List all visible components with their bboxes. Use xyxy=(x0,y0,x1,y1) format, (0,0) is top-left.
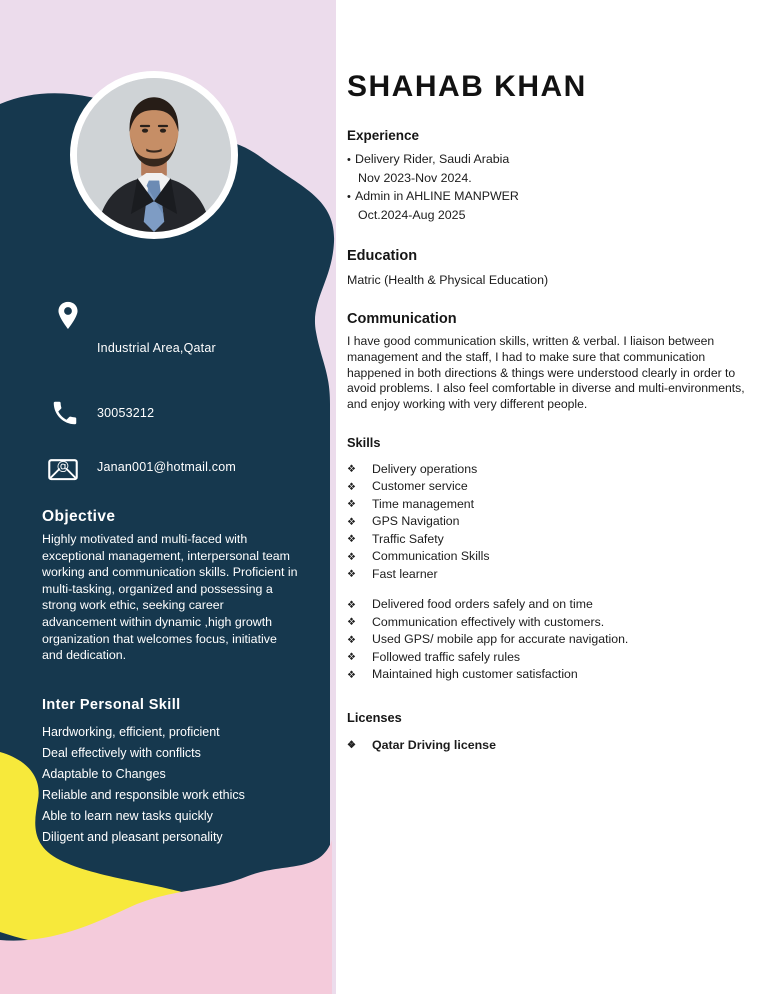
license-item xyxy=(347,738,751,752)
interpersonal-item: Hardworking, efficient, proficient xyxy=(42,725,220,739)
skill-label: Maintained high customer satisfaction xyxy=(372,667,578,682)
licenses-heading: Licenses xyxy=(347,709,402,725)
skill-label: Communication Skills xyxy=(372,549,490,564)
interpersonal-item: Adaptable to Changes xyxy=(42,767,166,781)
diamond-bullet-icon: ❖ xyxy=(347,634,356,646)
diamond-bullet-icon: ❖ xyxy=(347,481,356,493)
diamond-bullet-icon: ❖ xyxy=(347,617,356,629)
experience-dates: Oct.2024-Aug 2025 xyxy=(358,208,466,222)
experience-title: Admin in AHLINE MANPWER xyxy=(355,189,519,203)
page-title: SHAHAB KHAN xyxy=(347,70,587,103)
skills-heading: Skills xyxy=(347,434,381,450)
skill-label: Communication effectively with customers. xyxy=(372,614,605,629)
profile-photo-avatar xyxy=(77,78,231,232)
diamond-bullet-icon: ❖ xyxy=(347,669,356,681)
experience-dates: Nov 2023-Nov 2024. xyxy=(358,171,472,185)
education-heading: Education xyxy=(347,248,418,264)
skill-label: Delivery operations xyxy=(372,461,478,476)
skills-list-secondary xyxy=(347,596,751,684)
skill-label: Traffic Safety xyxy=(372,531,444,546)
skill-label: Customer service xyxy=(372,479,468,494)
diamond-bullet-icon: ❖ xyxy=(347,599,356,611)
main-column xyxy=(347,0,751,752)
interpersonal-item: Able to learn new tasks quickly xyxy=(42,809,213,823)
skills-list-primary xyxy=(347,461,751,584)
experience-heading: Experience xyxy=(347,128,420,143)
skill-item xyxy=(347,548,751,566)
dot-bullet-icon: • xyxy=(347,191,351,203)
interpersonal-heading: Inter Personal Skill xyxy=(42,697,181,713)
skill-label: Followed traffic safely rules xyxy=(372,649,521,664)
license-label: Qatar Driving license xyxy=(372,737,496,752)
skill-item xyxy=(347,496,751,514)
education-text: Matric (Health & Physical Education) xyxy=(347,273,549,287)
skill-item xyxy=(347,478,751,496)
diamond-bullet-icon: ❖ xyxy=(347,534,356,546)
dot-bullet-icon: • xyxy=(347,154,351,166)
skill-item xyxy=(347,649,751,667)
objective-heading: Objective xyxy=(42,508,116,525)
svg-text:@: @ xyxy=(56,457,70,473)
diamond-bullet-icon: ❖ xyxy=(347,740,356,752)
experience-item xyxy=(347,150,751,187)
email-icon xyxy=(46,452,80,484)
skill-item xyxy=(347,666,751,684)
diamond-bullet-icon: ❖ xyxy=(347,499,356,511)
interpersonal-item: Deal effectively with conflicts xyxy=(42,746,201,760)
diamond-bullet-icon: ❖ xyxy=(347,516,356,528)
phone-text: 30053212 xyxy=(97,406,155,420)
diamond-bullet-icon: ❖ xyxy=(347,551,356,563)
skill-item xyxy=(347,566,751,584)
diamond-bullet-icon: ❖ xyxy=(347,652,356,664)
skill-label: Fast learner xyxy=(372,566,438,581)
skill-label: Delivered food orders safely and on time xyxy=(372,597,593,612)
phone-icon xyxy=(50,398,80,428)
skill-item xyxy=(347,461,751,479)
interpersonal-item: Reliable and responsible work ethics xyxy=(42,788,245,802)
experience-list xyxy=(347,150,751,224)
objective-text: Highly motivated and multi-faced with exceptional management, interpersonal team working and communication skills. Proficient in multi-tasking, organized and possessing a strong work ethic, seeking career advancement within dynamic ,high growth organization that welcomes focus, initiative and dedication. xyxy=(42,532,298,663)
interpersonal-item: Diligent and pleasant personality xyxy=(42,830,223,844)
location-icon xyxy=(55,300,81,332)
profile-photo xyxy=(70,71,238,239)
interpersonal-list xyxy=(42,722,245,848)
location-text: Industrial Area,Qatar xyxy=(97,341,216,355)
experience-item xyxy=(347,187,751,224)
skill-item xyxy=(347,531,751,549)
skill-item xyxy=(347,513,751,531)
skill-item xyxy=(347,631,751,649)
skill-label: Time management xyxy=(372,496,475,511)
skill-label: Used GPS/ mobile app for accurate navigation. xyxy=(372,632,629,647)
sidebar xyxy=(0,0,336,994)
skill-item xyxy=(347,614,751,632)
communication-heading: Communication xyxy=(347,311,457,327)
experience-title: Delivery Rider, Saudi Arabia xyxy=(355,152,510,166)
diamond-bullet-icon: ❖ xyxy=(347,569,356,581)
skill-label: GPS Navigation xyxy=(372,514,460,529)
diamond-bullet-icon: ❖ xyxy=(347,464,356,476)
email-text: Janan001@hotmail.com xyxy=(97,460,236,474)
skill-item xyxy=(347,596,751,614)
communication-text: I have good communication skills, written & verbal. I liaison between management and the staff, I had to make sure that communication happened in both directions & things were understood clearly in order to avoid problems. I also feel comfortable in diverse and multi-environments, and enjoy working with very different people. xyxy=(347,334,745,412)
